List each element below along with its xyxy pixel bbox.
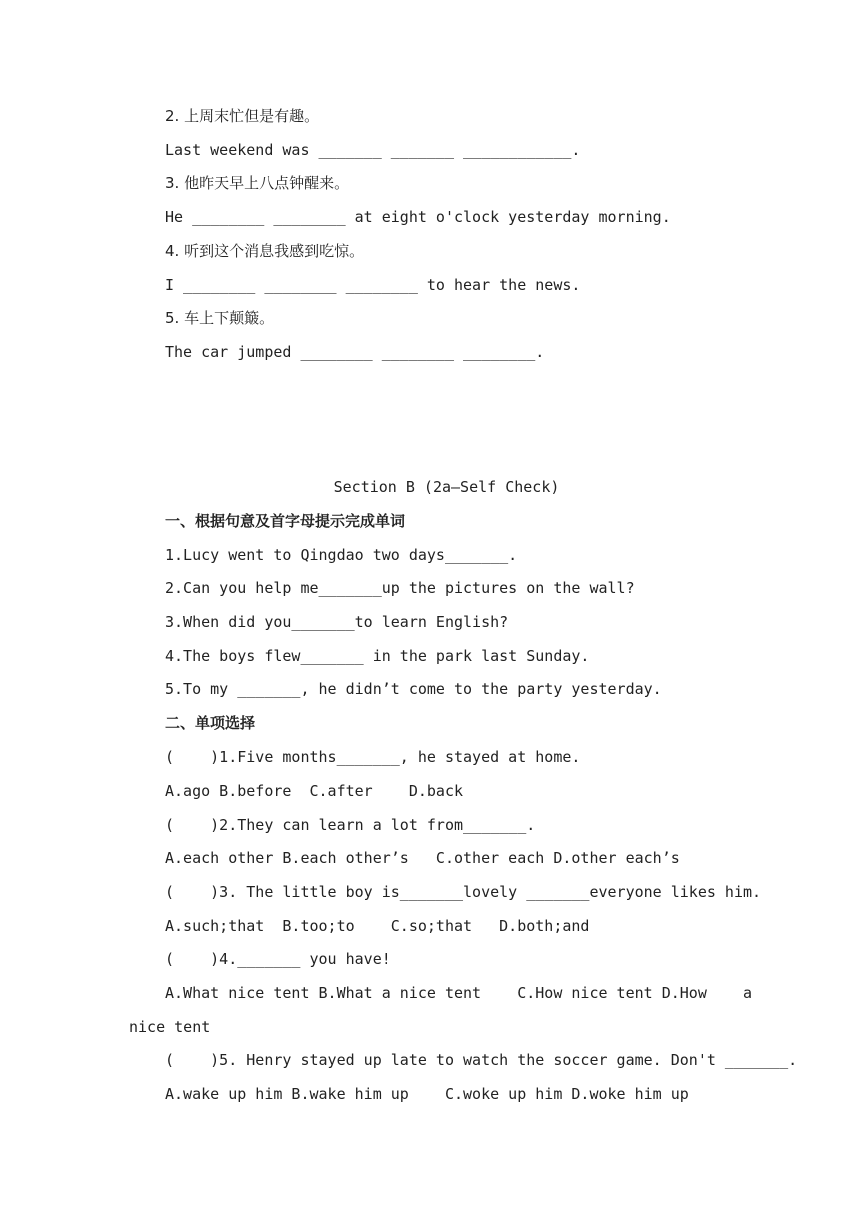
question-2-options: A.each other B.each other’s C.other each D.other each’s: [165, 849, 680, 867]
question-5-stem: ( )5. Henry stayed up late to watch the soccer game. Don't _______.: [165, 1051, 798, 1069]
word-completion-item-3: 3.When did you_______to learn English?: [165, 613, 509, 631]
question-1-stem: ( )1.Five months_______, he stayed at home.: [165, 748, 581, 766]
question-4-options-continued: nice tent: [129, 1018, 211, 1036]
translation-item-3-english: He ________ ________ at eight o'clock yesterday morning.: [165, 208, 671, 226]
translation-item-2-chinese: 2. 上周末忙但是有趣。: [165, 107, 320, 125]
question-4-stem: ( )4._______ you have!: [165, 950, 391, 968]
translation-item-2-english: Last weekend was _______ _______ ____________.: [165, 141, 581, 159]
question-1-options: A.ago B.before C.after D.back: [165, 782, 464, 800]
question-4-options: A.What nice tent B.What a nice tent C.How nice tent D.How a: [165, 984, 752, 1002]
word-completion-item-4: 4.The boys flew_______ in the park last Sunday.: [165, 647, 590, 665]
word-completion-item-1: 1.Lucy went to Qingdao two days_______.: [165, 546, 518, 564]
part1-heading: 一、根据句意及首字母提示完成单词: [165, 512, 406, 530]
word-completion-item-2: 2.Can you help me_______up the pictures on the wall?: [165, 579, 635, 597]
question-2-stem: ( )2.They can learn a lot from_______.: [165, 816, 536, 834]
translation-item-4-english: I ________ ________ ________ to hear the news.: [165, 276, 581, 294]
word-completion-item-5: 5.To my _______, he didn’t come to the party yesterday.: [165, 680, 662, 698]
question-3-options: A.such;that B.too;to C.so;that D.both;and: [165, 917, 590, 935]
translation-item-4-chinese: 4. 听到这个消息我感到吃惊。: [165, 242, 365, 260]
section-title: Section B (2a—Self Check): [333, 478, 560, 496]
question-3-stem: ( )3. The little boy is_______lovely _______everyone likes him.: [165, 883, 762, 901]
part2-heading: 二、单项选择: [165, 714, 256, 732]
translation-item-5-chinese: 5. 车上下颠簸。: [165, 309, 275, 327]
translation-item-5-english: The car jumped ________ ________ ________.: [165, 343, 545, 361]
translation-item-3-chinese: 3. 他昨天早上八点钟醒来。: [165, 174, 350, 192]
question-5-options: A.wake up him B.wake him up C.woke up him D.woke him up: [165, 1085, 689, 1103]
